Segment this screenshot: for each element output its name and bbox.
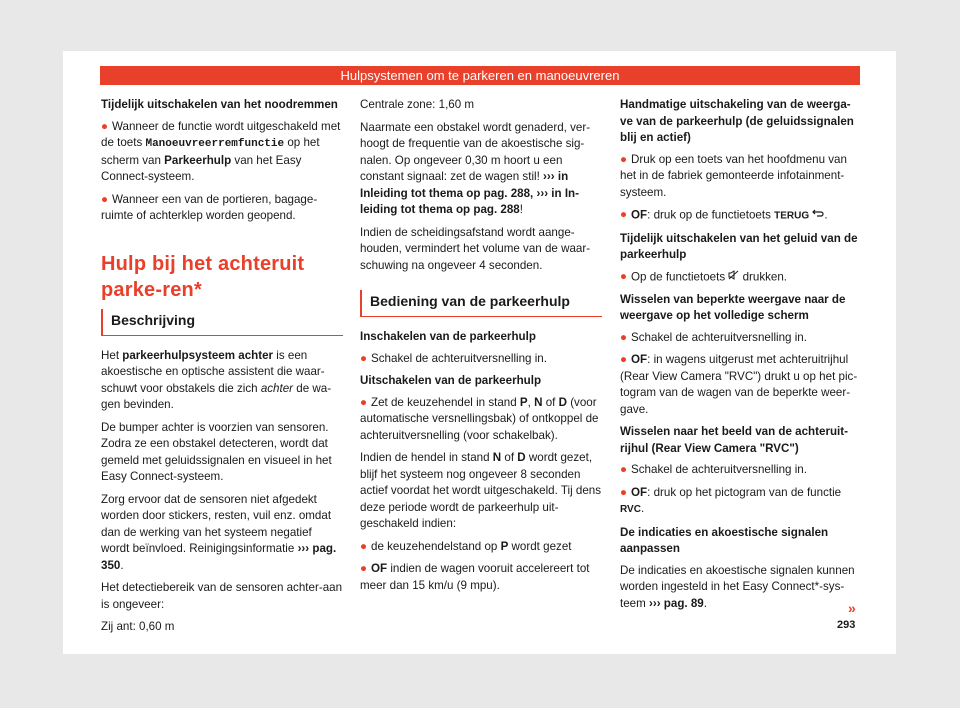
bullet-item	[620, 462, 860, 479]
bullet-dot-icon: ●	[620, 208, 628, 222]
bullet-item	[360, 351, 602, 368]
text: De indicaties en akoestische signalen kunnen worden ingesteld in het Easy Connect*-sys-teem	[620, 563, 855, 610]
text: Indien de hendel in stand	[360, 451, 493, 464]
text: Het	[101, 348, 123, 362]
text: Naarmate een obstakel wordt genaderd, ver-hoogt de frequentie van de akoestische sig-nalen. Op ongeveer 0,30 m hoort u een constant signaal: zet de wagen stil!	[360, 120, 591, 183]
paragraph	[620, 563, 860, 613]
text: Zet de keuzehendel in stand	[371, 395, 520, 409]
column-1	[101, 97, 343, 642]
gear-label: D	[558, 395, 567, 409]
bold-text: OF	[371, 562, 388, 575]
paragraph: Zij ant: 0,60 m	[101, 620, 175, 633]
section-subtitle: Bediening van de parkeerhulp	[360, 290, 602, 317]
bullet-dot-icon: ●	[360, 539, 368, 553]
bullet-dot-icon: ●	[360, 395, 368, 409]
section-subtitle: Beschrijving	[101, 309, 343, 336]
paragraph	[360, 120, 602, 219]
text: (voor automatische versnellingsbak) of ontkoppel de achteruitversnelling (voor schakelbak).	[360, 395, 599, 442]
paragraph: De bumper achter is voorzien van sensoren. Zodra ze een obstakel detecteren, wordt dat gemeld met geluidssignalen en visueel in het Easy Connect-systeem.	[101, 420, 332, 483]
text: Wanneer een van de portieren, bagage-ruimte of achterklep worden geopend.	[101, 192, 318, 222]
text: op het scherm van	[101, 136, 320, 167]
page-link[interactable]: ››› pag. 89	[649, 596, 704, 610]
section-title: Hulp bij het achteruit parke-ren*	[101, 252, 305, 301]
column-2	[360, 97, 602, 600]
text: wordt gezet	[508, 539, 572, 553]
bullet-dot-icon: ●	[101, 192, 109, 206]
bullet-item	[620, 152, 860, 202]
text: is een akoestische en optische assistent die waar-schuwt voor obstakels die zich	[101, 348, 325, 395]
text: de keuzehendelstand op	[371, 539, 501, 553]
gear-label: P	[519, 395, 528, 409]
text: Op de functietoets	[631, 270, 729, 284]
text: wordt gezet, blijf het systeem nog ongeveer 8 seconden actief voordat het wordt uitgeschakeld. Tij dens deze periode wordt de parkeerhulp uit-geschakeld indien:	[360, 451, 602, 530]
subheading: Wisselen van beperkte weergave naar de weergave op het volledige scherm	[620, 292, 846, 323]
bullet-item	[620, 269, 860, 286]
page-link[interactable]: ››› in Inleiding tot thema op pag. 288, ››› in In-leiding tot thema op pag. 288	[360, 170, 579, 216]
paragraph: Centrale zone: 1,60 m	[360, 98, 475, 111]
text: of	[542, 395, 559, 409]
bullet-item	[101, 119, 343, 186]
text: Druk op een toets van het hoofdmenu van het in de fabriek gemonteerde infotainment-systeem.	[620, 152, 847, 199]
bullet-dot-icon: ●	[620, 270, 628, 284]
text: Schakel de achteruitversnelling in.	[631, 330, 807, 344]
bullet-item	[620, 330, 860, 347]
bold-text: parkeerhulpsysteem achter	[122, 348, 274, 362]
bold-text: OF	[631, 353, 648, 367]
subheading: De indicaties en akoestische signalen aanpassen	[620, 525, 829, 556]
bold-text: OF	[631, 208, 648, 222]
key-label: RVC	[620, 504, 641, 516]
bold-text: OF	[631, 485, 648, 499]
text: : druk op de functietoets	[647, 208, 775, 222]
text: Wanneer de functie wordt uitgeschakeld met de toets	[101, 119, 341, 149]
paragraph	[101, 492, 343, 575]
text: .	[703, 596, 707, 610]
subheading: Inschakelen van de parkeerhulp	[360, 330, 536, 343]
text: !	[519, 203, 523, 216]
text: .	[640, 502, 645, 516]
bullet-dot-icon: ●	[620, 463, 628, 477]
key-label: Manoeuvreerremfunctie	[145, 138, 285, 150]
page-link[interactable]: ››› pag. 350	[101, 542, 337, 572]
text: Zorg ervoor dat de sensoren niet afgedekt worden door stickers, resten, vuil enz. omdat dan de werking van het systeem negatief wordt beïnvloed. Reinigingsinformatie	[101, 492, 332, 555]
text: de wa-gen bevinden.	[101, 381, 332, 411]
gear-label: N	[534, 395, 543, 409]
text: drukken.	[739, 270, 788, 284]
gear-label: D	[517, 451, 526, 464]
text: : in wagens uitgerust met achteruitrijhul (Rear View Camera "RVC") drukt u op het pic-togram van de wagen van de beperkte weer-gave.	[620, 353, 858, 416]
paragraph	[360, 450, 602, 533]
text: Schakel de achteruitversnelling in.	[371, 351, 547, 365]
paragraph: Indien de scheidingsafstand wordt aange-houden, vermindert het volume van de waar-schuwing na ongeveer 4 seconden.	[360, 225, 591, 272]
gear-label: N	[492, 451, 502, 464]
paragraph: Het detectiebereik van de sensoren achter-aan is ongeveer:	[101, 581, 343, 611]
bullet-item	[360, 561, 602, 594]
bullet-item	[620, 485, 860, 519]
page-header: Hulpsystemen om te parkeren en manoeuvreren	[100, 66, 860, 85]
bullet-dot-icon: ●	[360, 351, 368, 365]
text: indien de wagen vooruit accelereert tot meer dan 15 km/u (9 mpu).	[360, 562, 590, 592]
bullet-item	[101, 192, 343, 225]
bullet-item	[360, 395, 602, 445]
subheading-emergency-brake: Tijdelijk uitschakelen van het noodremmen	[101, 98, 338, 111]
subheading: Handmatige uitschakeling van de weerga-ve van de parkeerhulp (de geluidssignalen blij en actief)	[620, 98, 854, 144]
bullet-item	[620, 352, 860, 418]
mute-icon	[728, 269, 739, 286]
paragraph	[101, 348, 343, 414]
bullet-dot-icon: ●	[620, 353, 628, 367]
bullet-item	[360, 539, 602, 556]
text: of	[501, 451, 518, 464]
bullet-dot-icon: ●	[620, 485, 628, 499]
text: ,	[527, 395, 535, 409]
text: van het Easy Connect-systeem.	[101, 153, 302, 183]
back-arrow-icon	[812, 207, 824, 224]
subheading: Tijdelijk uitschakelen van het geluid van de parkeerhulp	[620, 231, 858, 262]
text: .	[824, 208, 828, 222]
text: .	[120, 558, 124, 572]
bullet-dot-icon: ●	[360, 562, 368, 575]
page-number: 293	[837, 619, 856, 631]
bullet-dot-icon: ●	[620, 330, 628, 344]
bullet-item	[620, 207, 860, 225]
bold-text: Parkeerhulp	[164, 153, 232, 167]
italic-text: achter	[260, 381, 294, 395]
column-3	[620, 97, 860, 618]
text: : druk op het pictogram van de functie	[647, 485, 842, 499]
continue-arrow-icon: »	[848, 600, 856, 616]
bullet-dot-icon: ●	[620, 152, 628, 166]
gear-label: P	[500, 539, 509, 553]
subheading: Wisselen naar het beeld van de achteruit-rijhul (Rear View Camera "RVC")	[620, 425, 848, 455]
text: Schakel de achteruitversnelling in.	[631, 463, 807, 477]
key-label: TERUG	[774, 210, 810, 222]
bullet-dot-icon: ●	[101, 119, 109, 133]
subheading: Uitschakelen van de parkeerhulp	[360, 374, 542, 387]
